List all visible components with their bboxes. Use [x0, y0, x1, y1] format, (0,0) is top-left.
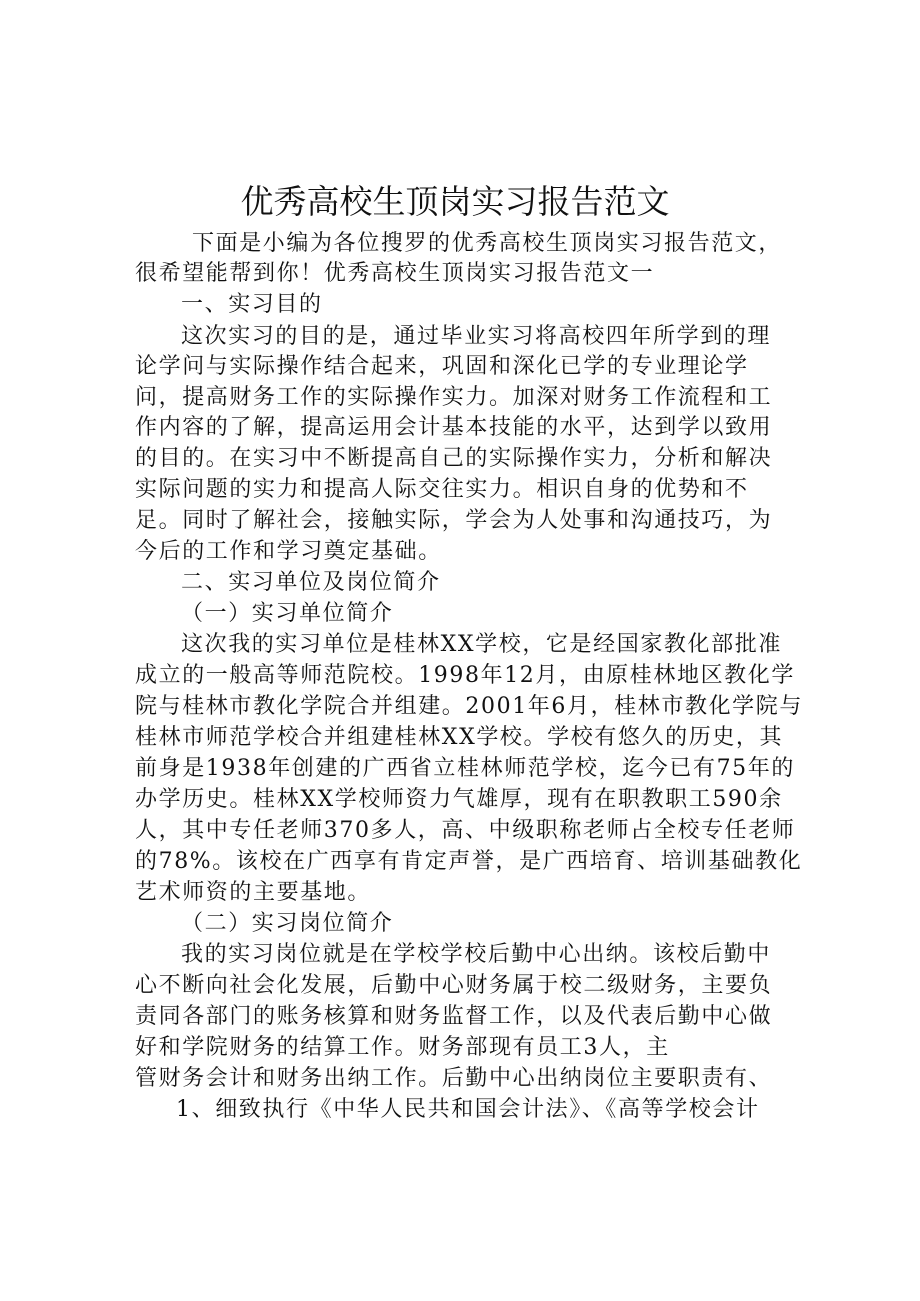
paragraph-line: 我的实习岗位就是在学校学校后勤中心出纳。该校后勤中	[181, 942, 772, 967]
paragraph-line: 这次实习的目的是，通过毕业实习将高校四年所学到的理	[181, 324, 772, 349]
section-heading-2: 二、实习单位及岗位简介	[181, 570, 441, 595]
paragraph-line: 院与桂林市教化学院合并组建。2001年6月，桂林市教化学院与	[135, 694, 803, 719]
paragraph-line: 实际问题的实力和提高人际交往实力。相识自身的优势和不	[135, 477, 749, 502]
paragraph-line: 责同各部门的账务核算和财务监督工作，以及代表后勤中心做	[135, 1004, 773, 1029]
subsection-heading-2: （二）实习岗位简介	[181, 911, 394, 936]
intro-line-1: 下面是小编为各位搜罗的优秀高校生顶岗实习报告范文，	[192, 231, 783, 256]
paragraph-line: 好和学院财务的结算工作。财务部现有员工3人，主	[135, 1035, 670, 1060]
paragraph-line: 今后的工作和学习奠定基础。	[135, 539, 442, 564]
intro-line-2: 很希望能帮到你！优秀高校生顶岗实习报告范文一	[135, 261, 655, 286]
section-heading-1: 一、实习目的	[181, 292, 323, 317]
list-item-1: 1、细致执行《中华人民共和国会计法》、《高等学校会计	[176, 1097, 760, 1122]
paragraph-line: 前身是1938年创建的广西省立桂林师范学校，迄今已有75年的	[135, 756, 795, 781]
paragraph-line: 人，其中专任老师370多人，高、中级职称老师占全校专任老师	[135, 818, 796, 843]
paragraph-line: 作内容的了解，提高运用会计基本技能的水平，达到学以致用	[135, 415, 773, 440]
paragraph-line: 足。同时了解社会，接触实际，学会为人处事和沟通技巧，为	[135, 508, 773, 533]
paragraph-line: 这次我的实习单位是桂林XX学校，它是经国家教化部批准	[181, 632, 782, 657]
paragraph-line: 办学历史。桂林XX学校师资力气雄厚，现有在职教职工590余	[135, 787, 783, 812]
paragraph-line: 管财务会计和财务出纳工作。后勤中心出纳岗位主要职责有、	[135, 1066, 773, 1091]
paragraph-line: 成立的一般高等师范院校。1998年12月，由原桂林地区教化学	[135, 663, 795, 688]
paragraph-line: 问，提高财务工作的实际操作实力。加深对财务工作流程和工	[135, 385, 773, 410]
document-title: 优秀高校生顶岗实习报告范文	[240, 182, 670, 221]
paragraph-line: 的目的。在实习中不断提高自己的实际操作实力，分析和解决	[135, 446, 773, 471]
paragraph-line: 艺术师资的主要基地。	[135, 880, 372, 905]
subsection-heading-1: （一）实习单位简介	[181, 601, 394, 626]
paragraph-line: 论学问与实际操作结合起来，巩固和深化已学的专业理论学	[135, 354, 749, 379]
paragraph-line: 心不断向社会化发展，后勤中心财务属于校二级财务，主要负	[135, 973, 773, 998]
paragraph-line: 桂林市师范学校合并组建桂林XX学校。学校有悠久的历史，其	[135, 725, 784, 750]
paragraph-line: 的78%。该校在广西享有肯定声誉，是广西培育、培训基础教化	[135, 849, 803, 874]
